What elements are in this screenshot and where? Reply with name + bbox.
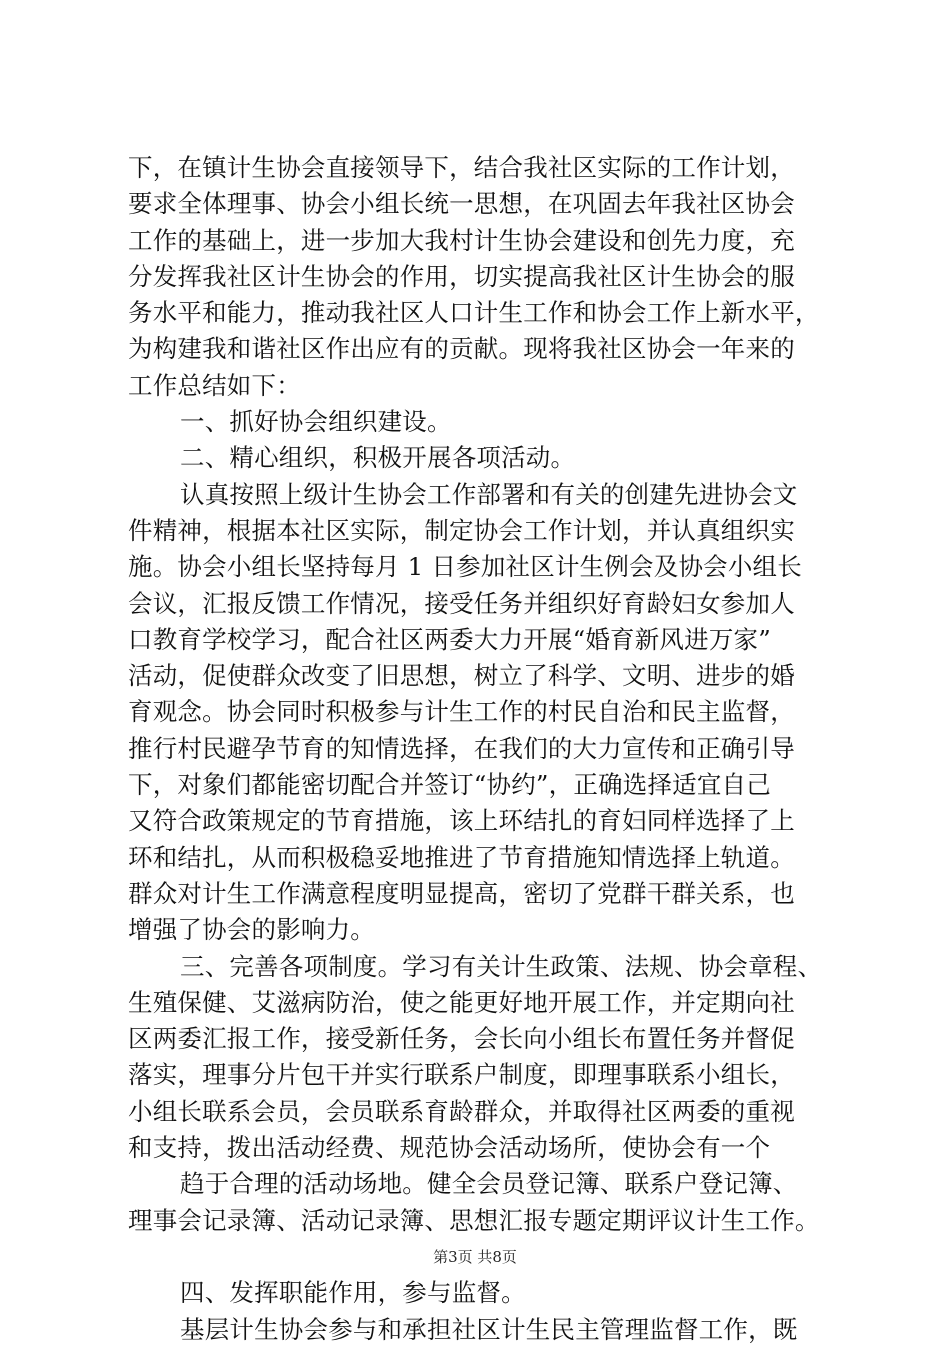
text-line: 增强了协会的影响力。 bbox=[128, 915, 375, 945]
text-line: 趋于合理的活动场地。健全会员登记簿、联系户登记簿、 bbox=[180, 1169, 798, 1199]
text-line: 和支持，拨出活动经费、规范协会活动场所，使协会有一个 bbox=[128, 1133, 771, 1163]
document-body bbox=[128, 150, 838, 1348]
text-line: 下，在镇计生协会直接领导下，结合我社区实际的工作计划， bbox=[128, 153, 795, 182]
text-line: 育观念。协会同时积极参与计生工作的村民自治和民主监督， bbox=[128, 697, 795, 727]
text-line: 要求全体理事、协会小组长统一思想，在巩固去年我社区协会 bbox=[128, 189, 795, 219]
paragraph-start: 认真按照上级计生协会工作部署和有关的创建先进协会文 bbox=[180, 479, 798, 509]
text-line: 生殖保健、艾滋病防治，使之能更好地开展工作，并定期向社 bbox=[128, 987, 795, 1017]
text-line: 施。协会小组长坚持每月 1 日参加社区计生例会及协会小组长 bbox=[128, 552, 802, 582]
section-heading-2: 二、精心组织，积极开展各项活动。 bbox=[180, 443, 576, 473]
text-line: 理事会记录簿、活动记录簿、思想汇报专题定期评议计生工作。 bbox=[128, 1205, 820, 1235]
text-line: 活动，促使群众改变了旧思想，树立了科学、文明、进步的婚 bbox=[128, 661, 795, 691]
text-line: 为构建我和谐社区作出应有的贡献。现将我社区协会一年来的 bbox=[128, 334, 795, 364]
text-line: 群众对计生工作满意程度明显提高，密切了党群干群关系，也 bbox=[128, 878, 795, 908]
text-line: 下，对象们都能密切配合并签订“协约”，正确选择适宜自己 bbox=[128, 770, 771, 800]
text-line: 又符合政策规定的节育措施，该上环结扎的育妇同样选择了上 bbox=[128, 806, 795, 836]
paragraph-start: 基层计生协会参与和承担社区计生民主管理监督工作，既 bbox=[180, 1314, 798, 1344]
section-heading-4: 四、发挥职能作用，参与监督。 bbox=[180, 1278, 526, 1308]
text-line: 件精神，根据本社区实际，制定协会工作计划，并认真组织实 bbox=[128, 515, 795, 545]
text-line: 工作的基础上，进一步加大我村计生协会建设和创先力度，充 bbox=[128, 225, 795, 255]
text-line: 区两委汇报工作，接受新任务，会长向小组长布置任务并督促 bbox=[128, 1024, 795, 1054]
page-footer: 第3页 共8页 bbox=[433, 1248, 517, 1266]
text-line: 小组长联系会员，会员联系育龄群众，并取得社区两委的重视 bbox=[128, 1096, 795, 1126]
text-line: 分发挥我社区计生协会的作用，切实提高我社区计生协会的服 bbox=[128, 261, 795, 291]
section-heading-1: 一、抓好协会组织建设。 bbox=[180, 407, 452, 437]
text-line: 环和结扎，从而积极稳妥地推进了节育措施知情选择上轨道。 bbox=[128, 842, 795, 872]
text-line: 会议，汇报反馈工作情况，接受任务并组织好育龄妇女参加人 bbox=[128, 588, 795, 618]
text-line: 务水平和能力，推动我社区人口计生工作和协会工作上新水平， bbox=[128, 298, 820, 328]
section-heading-3: 三、完善各项制度。学习有关计生政策、法规、协会章程、 bbox=[180, 951, 823, 981]
text-line: 工作总结如下： bbox=[128, 370, 301, 400]
text-line: 口教育学校学习，配合社区两委大力开展“婚育新风进万家” bbox=[128, 624, 771, 654]
text-line: 落实，理事分片包干并实行联系户制度，即理事联系小组长， bbox=[128, 1060, 795, 1090]
text-line: 推行村民避孕节育的知情选择，在我们的大力宣传和正确引导 bbox=[128, 733, 795, 763]
